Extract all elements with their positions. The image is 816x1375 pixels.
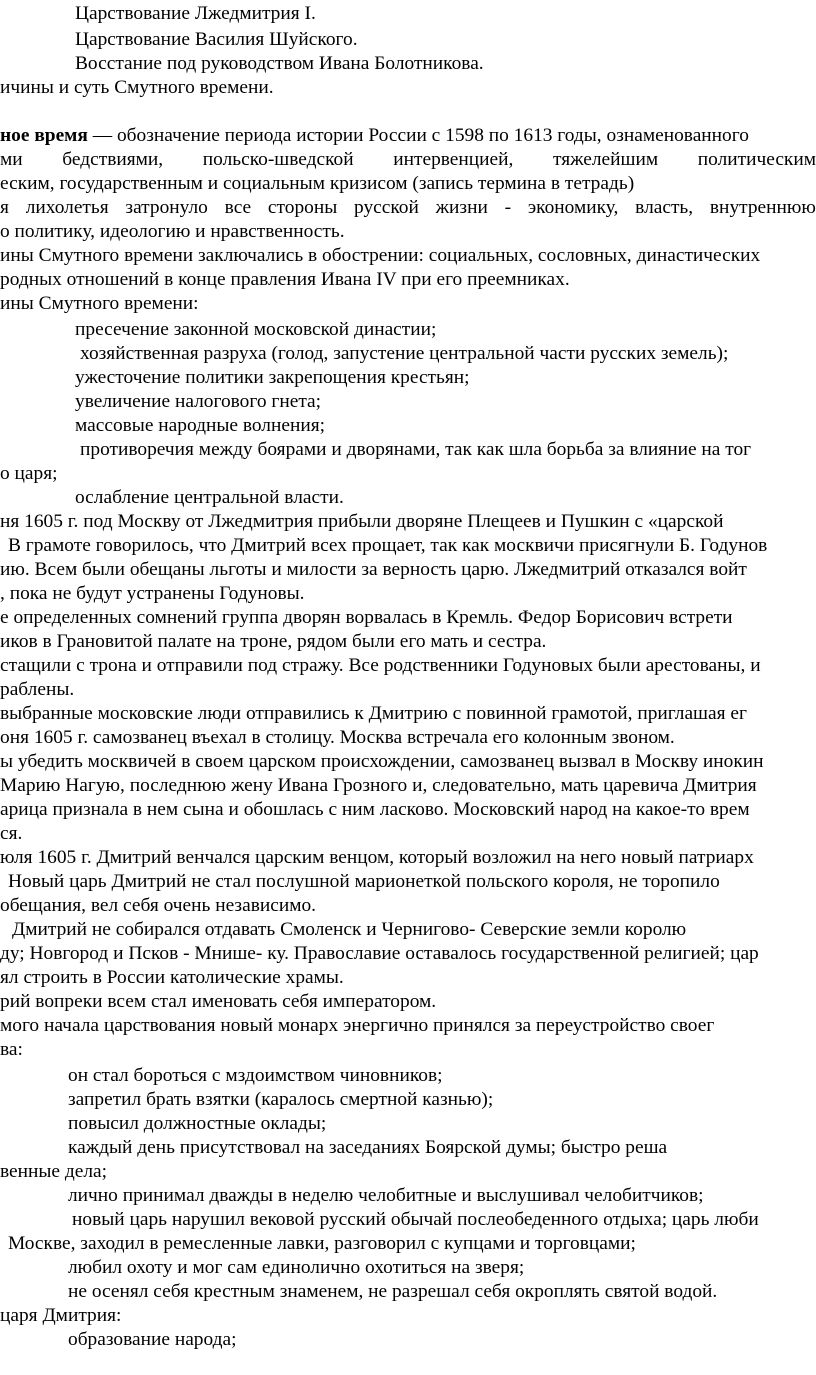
- word: политическим: [697, 149, 816, 170]
- paragraph-line: Марию Нагую, последнюю жену Ивана Грозного и, следовательно, мать царевича Дмитрия: [0, 775, 757, 796]
- paragraph-line: Новый царь Дмитрий не стал послушной марионеткой польского короля, не торопило: [8, 871, 720, 892]
- paragraph-line: ял строить в России католические храмы.: [0, 967, 344, 988]
- word: все: [224, 197, 252, 218]
- toc-item: Царствование Василия Шуйского.: [75, 29, 358, 50]
- paragraph-line: рий вопреки всем стал именовать себя императором.: [0, 991, 437, 1012]
- definition-line-3: еским, государственным и социальным кризисом (запись термина в тетрадь): [0, 173, 635, 194]
- word: интервенцией,: [393, 149, 514, 170]
- paragraph-line: В грамоте говорилось, что Дмитрий всех прощает, так как москвичи присягнули Б. Годунов: [8, 535, 768, 556]
- list-item: хозяйственная разруха (голод, запустение центральной части русских земель);: [80, 343, 729, 364]
- definition-line-2: [0, 148, 816, 172]
- paragraph-line: родных отношений в конце правления Ивана IV при его преемниках.: [0, 269, 570, 290]
- paragraph-line: арица признала в нем сына и обошлась с ним ласково. Московский народ на какое-то врем: [0, 799, 750, 820]
- list-item: ужесточение политики закрепощения крестьян;: [75, 367, 470, 388]
- list-item: образование народа;: [68, 1329, 237, 1350]
- definition-text: — обозначение периода истории России с 1598 по 1613 годы, ознаменованного: [92, 125, 749, 146]
- toc-item: Царствование Лжедмитрия I.: [75, 3, 316, 24]
- list-item-continuation: венные дела;: [0, 1161, 108, 1182]
- word: власть,: [635, 197, 694, 218]
- word: -: [504, 197, 512, 218]
- definition-term: ное время: [0, 125, 88, 146]
- paragraph-line: ию. Всем были обещаны льготы и милости за верность царю. Лжедмитрий отказался войт: [0, 559, 747, 580]
- paragraph-line: юля 1605 г. Дмитрий венчался царским венцом, который возложил на него новый патриарх: [0, 847, 754, 868]
- paragraph-line: , пока не будут устранены Годуновы.: [0, 583, 305, 604]
- word: жизни: [435, 197, 488, 218]
- list-item: повысил должностные оклады;: [68, 1113, 327, 1134]
- causes-heading: ины Смутного времени:: [0, 293, 199, 314]
- paragraph-line: обещания, вел себя очень независимо.: [0, 895, 317, 916]
- paragraph-line: [0, 196, 816, 220]
- list-item: любил охоту и мог сам единолично охотиться на зверя;: [68, 1257, 525, 1278]
- list-item: новый царь нарушил вековой русский обычай послеобеденного отдыха; царь люби: [72, 1209, 759, 1230]
- definition-line: [0, 124, 749, 148]
- word: я: [0, 197, 9, 218]
- paragraph-line: ы убедить москвичей в своем царском происхождении, самозванец вызвал в Москву инокин: [0, 751, 764, 772]
- list-item: каждый день присутствовал на заседаниях Боярской думы; быстро реша: [68, 1137, 668, 1158]
- word: бедствиями,: [62, 149, 164, 170]
- list-item: пресечение законной московской династии;: [75, 319, 437, 340]
- list-item: массовые народные волнения;: [75, 415, 326, 436]
- word: польско-шведской: [202, 149, 354, 170]
- paragraph-line: Дмитрий не собирался отдавать Смоленск и Чернигово- Северские земли королю: [12, 919, 687, 940]
- paragraph-line: ся.: [0, 823, 23, 844]
- word: тяжелейшим: [553, 149, 659, 170]
- list-item: ослабление центральной власти.: [75, 487, 344, 508]
- paragraph-line: о политику, идеологию и нравственность.: [0, 221, 345, 242]
- section-heading: ичины и суть Смутного времени.: [0, 77, 274, 98]
- list-item: лично принимал дважды в неделю челобитные и выслушивал челобитчиков;: [68, 1185, 704, 1206]
- list-item-continuation: Москве, заходил в ремесленные лавки, разговорил с купцами и торговцами;: [8, 1233, 636, 1254]
- list-item: увеличение налогового гнета;: [75, 391, 322, 412]
- word: ми: [0, 149, 23, 170]
- word: стороны: [267, 197, 338, 218]
- list-item: противоречия между боярами и дворянами, так как шла борьба за влияние на тог: [80, 439, 752, 460]
- word: русской: [354, 197, 419, 218]
- plans-heading: царя Дмитрия:: [0, 1305, 122, 1326]
- paragraph-line: выбранные московские люди отправились к Дмитрию с повинной грамотой, приглашая ег: [0, 703, 747, 724]
- paragraph-line: е определенных сомнений группа дворян ворвалась в Кремль. Федор Борисович встрети: [0, 607, 733, 628]
- paragraph-line: мого начала царствования новый монарх энергично принялся за переустройство своег: [0, 1015, 715, 1036]
- paragraph-line: оня 1605 г. самозванец въехал в столицу. Москва встречала его колонным звоном.: [0, 727, 675, 748]
- list-item: он стал бороться с мздоимством чиновников;: [68, 1065, 443, 1086]
- word: затронуло: [125, 197, 208, 218]
- toc-item: Восстание под руководством Ивана Болотникова.: [75, 53, 484, 74]
- word: экономику,: [527, 197, 619, 218]
- paragraph-line: стащили с трона и отправили под стражу. Все родственники Годуновых были арестованы, и: [0, 655, 761, 676]
- paragraph-line: ду; Новгород и Псков - Мнише- ку. Православие оставалось государственной религией; цар: [0, 943, 759, 964]
- paragraph-line: иков в Грановитой палате на троне, рядом были его мать и сестра.: [0, 631, 547, 652]
- paragraph-line: ва:: [0, 1039, 23, 1060]
- word: лихолетья: [25, 197, 109, 218]
- paragraph-line: ня 1605 г. под Москву от Лжедмитрия прибыли дворяне Плещеев и Пушкин с «царской: [0, 511, 724, 532]
- word: внутреннюю: [709, 197, 816, 218]
- list-item-continuation: о царя;: [0, 463, 58, 484]
- list-item: запретил брать взятки (каралось смертной казнью);: [68, 1089, 494, 1110]
- list-item: не осенял себя крестным знаменем, не разрешал себя окроплять святой водой.: [68, 1281, 718, 1302]
- paragraph-line: ины Смутного времени заключались в обострении: социальных, сословных, династических: [0, 245, 761, 266]
- paragraph-line: раблены.: [0, 679, 75, 700]
